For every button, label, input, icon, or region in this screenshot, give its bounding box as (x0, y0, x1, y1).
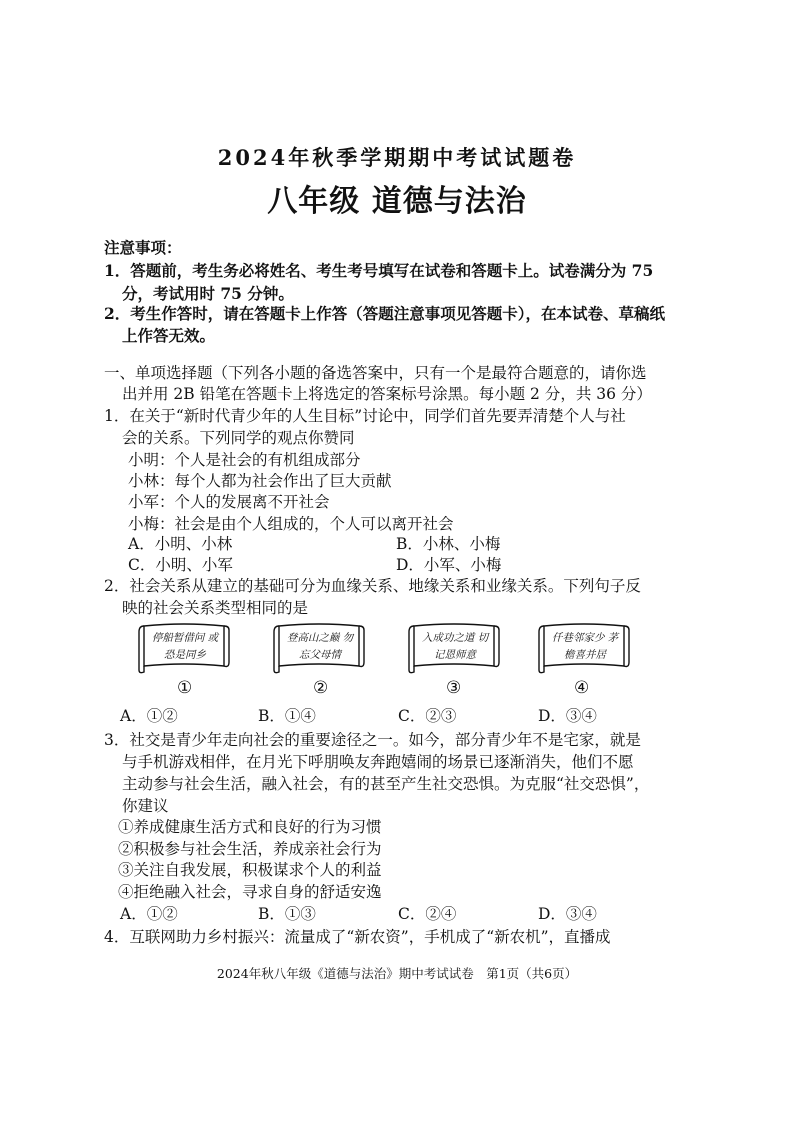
section-1-instruction-line-1: 一、单项选择题（下列各小题的备选答案中，只有一个是最符合题意的，请你选 (104, 364, 647, 382)
q3-option-d: D．③④ (538, 905, 597, 923)
q3-stem-line-4: 你建议 (122, 797, 169, 815)
q2-option-a: A．①② (120, 707, 178, 725)
scroll-number-3: ③ (446, 678, 462, 698)
q3-stem-line-3: 主动参与社会生活，融入社会，有的甚至产生社交恐惧。为克服“社交恐惧”， (122, 775, 650, 793)
notice-heading: 注意事项： (104, 238, 182, 257)
notice-item-2-line-1: 2．考生作答时，请在答题卡上作答（答题注意事项见答题卡），在本试卷、草稿纸 (104, 304, 666, 323)
q2-stem-line-2: 映的社会关系类型相同的是 (122, 599, 309, 617)
scroll-text-3: 入成功之道 切记恩师意 (421, 632, 489, 661)
page-footer: 2024年秋八年级《道德与法治》期中考试试卷 第1页（共6页） (216, 966, 578, 981)
notice-item-1-line-2: 分，考试用时 75 分钟。 (122, 284, 294, 303)
q3-statement-2: ②积极参与社会生活，养成亲社会行为 (118, 840, 382, 858)
q3-stem-line-1: 3．社交是青少年走向社会的重要途径之一。如今，部分青少年不是宅家，就是 (104, 731, 641, 749)
scroll-number-4: ④ (574, 678, 590, 698)
scroll-image-2 (273, 622, 365, 674)
q4-stem-line-1: 4．互联网助力乡村振兴：流量成了“新农资”，手机成了“新农机”，直播成 (104, 928, 611, 946)
q1-stem-line-1: 1．在关于“新时代青少年的人生目标”讨论中，同学们首先要弄清楚个人与社 (104, 407, 626, 425)
q2-option-b: B．①④ (258, 707, 316, 725)
scroll-text-4: 仟巷邻家少 茅檐喜并居 (551, 632, 619, 661)
scroll-image-4 (538, 622, 630, 674)
q3-statement-4: ④拒绝融入社会，寻求自身的舒适安逸 (118, 883, 382, 901)
q1-option-c: C．小明、小军 (128, 556, 233, 574)
q1-option-a: A．小明、小林 (128, 535, 233, 553)
q1-view-4: 小梅：社会是由个人组成的，个人可以离开社会 (128, 515, 454, 533)
q1-view-3: 小军：个人的发展离不开社会 (128, 493, 330, 511)
q1-view-2: 小林：每个人都为社会作出了巨大贡献 (128, 472, 392, 490)
exam-subtitle: 八年级 道德与法治 (267, 184, 527, 219)
q1-option-b: B．小林、小梅 (396, 535, 501, 553)
scroll-image-3 (408, 622, 500, 674)
scroll-number-1: ① (177, 678, 193, 698)
q3-statement-1: ①养成健康生活方式和良好的行为习惯 (118, 818, 382, 836)
q1-stem-line-2: 会的关系。下列同学的观点你赞同 (122, 429, 355, 447)
q3-statement-3: ③关注自我发展，积极谋求个人的利益 (118, 861, 382, 879)
scroll-number-2: ② (313, 678, 329, 698)
scroll-image-1 (138, 622, 230, 674)
scroll-text-2: 登高山之巅 勿忘父母情 (286, 632, 354, 661)
exam-title: 2024年秋季学期期中考试试题卷 (217, 145, 577, 170)
scroll-text-1: 停船暂借问 或恐是同乡 (151, 632, 219, 661)
q3-option-a: A．①② (120, 905, 178, 923)
notice-item-1-line-1: 1．答题前，考生务必将姓名、考生考号填写在试卷和答题卡上。试卷满分为 75 (104, 261, 654, 280)
notice-item-2-line-2: 上作答无效。 (122, 326, 216, 345)
q3-option-b: B．①③ (258, 905, 316, 923)
q3-option-c: C．②④ (398, 905, 457, 923)
q2-stem-line-1: 2．社会关系从建立的基础可分为血缘关系、地缘关系和业缘关系。下列句子反 (104, 577, 641, 595)
q2-option-c: C．②③ (398, 707, 457, 725)
q1-view-1: 小明：个人是社会的有机组成部分 (128, 451, 361, 469)
q3-stem-line-2: 与手机游戏相伴，在月光下呼朋唤友奔跑嬉闹的场景已逐渐消失，他们不愿 (122, 753, 634, 771)
q2-option-d: D．③④ (538, 707, 597, 725)
q1-option-d: D．小军、小梅 (396, 556, 502, 574)
section-1-instruction-line-2: 出并用 2B 铅笔在答题卡上将选定的答案标号涂黑。每小题 2 分，共 36 分） (122, 385, 652, 403)
